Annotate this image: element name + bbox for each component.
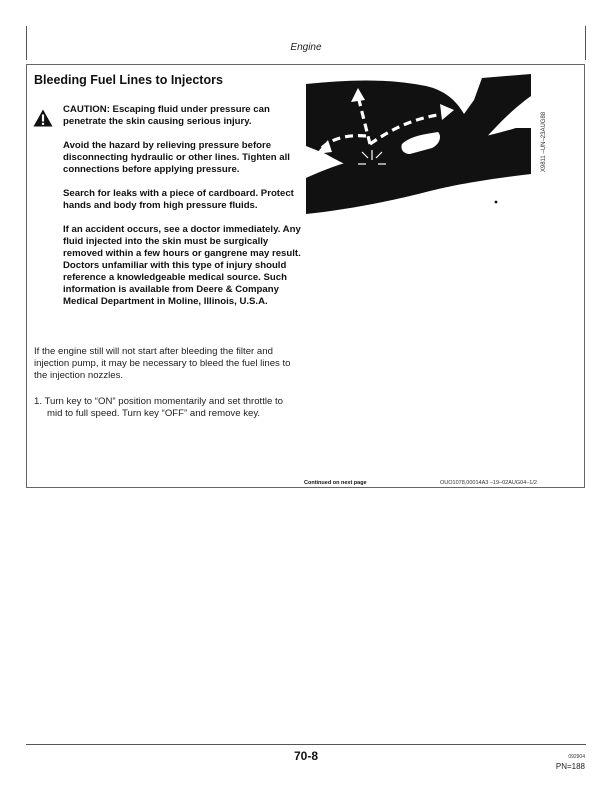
page-number: 70-8 — [293, 749, 319, 763]
step-item: 1. Turn key to “ON” position momentarily and set throttle to mid to full speed. Turn key “OFF” and remove key. — [34, 396, 284, 419]
caution-block — [63, 104, 301, 320]
pn-number: PN=188 — [555, 762, 585, 771]
footer-rule — [26, 744, 586, 745]
continued-note: Continued on next page — [304, 480, 367, 486]
caution-paragraph: Search for leaks with a piece of cardboard. Protect hands and body from high pressure fluids. — [63, 188, 294, 211]
date-code: 092904 — [568, 754, 585, 760]
high-pressure-fluid-hazard-illustration — [306, 74, 531, 214]
body-paragraph: If the engine still will not start after bleeding the filter and injection pump, it may be necessary to bleed the fuel lines to the injection nozzles. — [34, 346, 291, 381]
warning-triangle-icon — [33, 109, 53, 127]
caution-heading: CAUTION: Escaping fluid under pressure can penetrate the skin causing serious injury. — [63, 104, 270, 127]
caution-paragraph: Avoid the hazard by relieving pressure before disconnecting hydraulic or other lines. Tighten all connections before applying pressure. — [63, 140, 290, 175]
reference-code: OUO1078,00014A3 –19–02AUG04–1/2 — [440, 480, 537, 486]
page-title: Bleeding Fuel Lines to Injectors — [34, 73, 223, 87]
section-header: Engine — [290, 42, 322, 53]
caution-paragraph: If an accident occurs, see a doctor immediately. Any fluid injected into the skin must be surgically removed within a few hours or gangrene may result. Doctors unfamiliar with this type of injury should reference a knowledgeable medical source. Such information is available from Deere & Company Medical Department in Moline, Illinois, U.S.A. — [63, 224, 301, 307]
figure-id: X9811 –UN–23AUG88 — [541, 111, 547, 173]
